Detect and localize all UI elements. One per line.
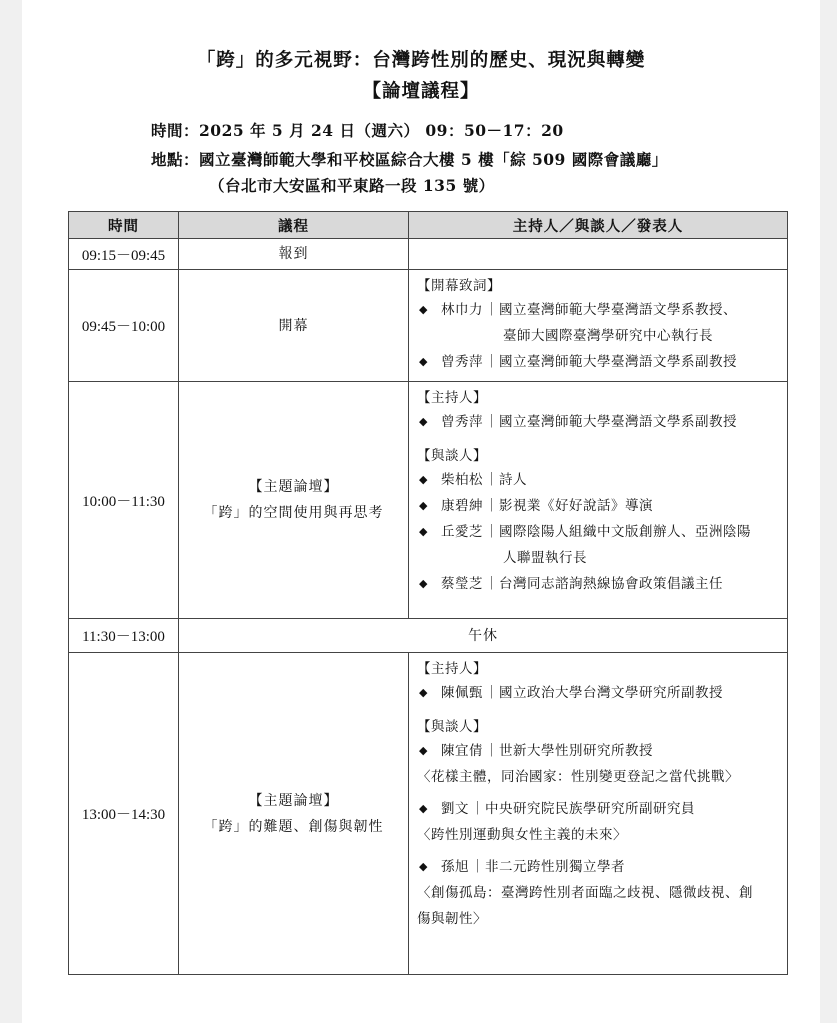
session-speakers [409,239,788,270]
column-header-time: 時間 [69,212,179,239]
session-type: 【主題論壇】 [248,479,339,495]
section-label: 【開幕致詞】 [417,278,501,294]
session-time: 09:15－09:45 [69,239,179,270]
speaker-name: 孫旭 [441,859,469,875]
section-label: 【與談人】 [417,448,487,464]
agenda-page [22,0,820,1023]
table-row [69,270,788,382]
table-row [69,239,788,270]
diamond-bullet-icon: ◆ [419,499,428,512]
event-address: （台北市大安區和平東路一段 135 號） [209,176,495,195]
speaker-title: ｜國立臺灣師範大學臺灣語文學系副教授 [485,414,737,430]
session-speakers [409,382,788,619]
session-topic: 「跨」的難題、創傷與韌性 [203,818,384,835]
diamond-bullet-icon: ◆ [419,525,428,538]
speaker-title: ｜影視業《好好說話》導演 [485,498,653,514]
speaker-item [417,297,781,349]
column-header-speakers: 主持人／與談人／發表人 [409,212,788,239]
diamond-bullet-icon: ◆ [419,355,428,368]
session-agenda [179,653,409,975]
session-agenda: 開幕 [179,270,409,382]
diamond-bullet-icon: ◆ [419,415,428,428]
speaker-name: 林巾力 [441,302,483,318]
section-label: 【與談人】 [417,719,487,735]
table-header-row [69,212,788,239]
talk-title: 〈創傷孤島：臺灣跨性別者面臨之歧視、隱微歧視、創 [417,885,753,901]
table-row [69,382,788,619]
speaker-name: 蔡瑩芝 [441,576,483,592]
speaker-item [417,854,781,880]
diamond-bullet-icon: ◆ [419,303,428,316]
speaker-name: 曾秀萍 [441,354,483,370]
speaker-title: ｜國際陰陽人組織中文版創辦人、亞洲陰陽 [485,524,751,540]
speaker-item [417,349,781,375]
diamond-bullet-icon: ◆ [419,473,428,486]
forum-title: 「跨」的多元視野：台灣跨性別的歷史、現況與轉變 [196,50,646,71]
session-time: 10:00－11:30 [69,382,179,619]
table-row [69,619,788,653]
talk-title: 〈花樣主體，同治國家：性別變更登記之當代挑戰〉 [417,769,739,785]
speaker-name: 陳佩甄 [441,685,483,701]
speaker-title: 人聯盟執行長 [503,550,587,566]
speaker-item [417,409,781,435]
forum-subtitle: 【論壇議程】 [362,81,480,102]
session-speakers [409,270,788,382]
session-time: 13:00－14:30 [69,653,179,975]
session-agenda: 報到 [179,239,409,270]
speaker-item [417,796,781,822]
speaker-name: 陳宜倩 [441,743,483,759]
speaker-title: ｜國立臺灣師範大學臺灣語文學系教授、 [485,302,737,318]
event-place: 地點：國立臺灣師範大學和平校區綜合大樓 5 樓「綜 509 國際會議廳」 [151,150,668,169]
speaker-name: 丘愛芝 [441,524,483,540]
speaker-title: ｜世新大學性別研究所教授 [485,743,653,759]
session-time: 11:30－13:00 [69,619,179,653]
section-label: 【主持人】 [417,661,487,677]
table-row [69,653,788,975]
event-time: 時間：2025 年 5 月 24 日（週六） 09：50－17：20 [151,121,564,140]
speaker-title: ｜中央研究院民族學研究所副研究員 [471,801,695,817]
speaker-item [417,738,781,764]
speaker-item [417,519,781,571]
speaker-item [417,493,781,519]
diamond-bullet-icon: ◆ [419,802,428,815]
speaker-title: ｜台灣同志諮詢熱線協會政策倡議主任 [485,576,723,592]
diamond-bullet-icon: ◆ [419,686,428,699]
speaker-name: 劉文 [441,801,469,817]
session-type: 【主題論壇】 [248,792,339,809]
speaker-item [417,467,781,493]
talk-title: 傷與韌性〉 [417,911,487,927]
speaker-name: 康碧紳 [441,498,483,514]
speaker-title: ｜國立政治大學台灣文學研究所副教授 [485,685,723,701]
diamond-bullet-icon: ◆ [419,860,428,873]
column-header-agenda: 議程 [179,212,409,239]
session-speakers [409,653,788,975]
session-agenda [179,382,409,619]
diamond-bullet-icon: ◆ [419,744,428,757]
speaker-item [417,680,781,706]
session-time: 09:45－10:00 [69,270,179,382]
speaker-name: 曾秀萍 [441,414,483,430]
speaker-name: 柴柏松 [441,472,483,488]
speaker-title: 臺師大國際臺灣學研究中心執行長 [503,328,713,344]
diamond-bullet-icon: ◆ [419,577,428,590]
speaker-title: ｜非二元跨性別獨立學者 [471,859,625,875]
agenda-table [68,211,788,975]
session-topic: 「跨」的空間使用與再思考 [203,505,384,521]
speaker-item [417,571,781,597]
speaker-title: ｜國立臺灣師範大學臺灣語文學系副教授 [485,354,737,370]
section-label: 【主持人】 [417,390,487,406]
session-agenda: 午休 [179,619,788,653]
talk-title: 〈跨性別運動與女性主義的未來〉 [417,827,627,843]
speaker-title: ｜詩人 [485,472,527,488]
